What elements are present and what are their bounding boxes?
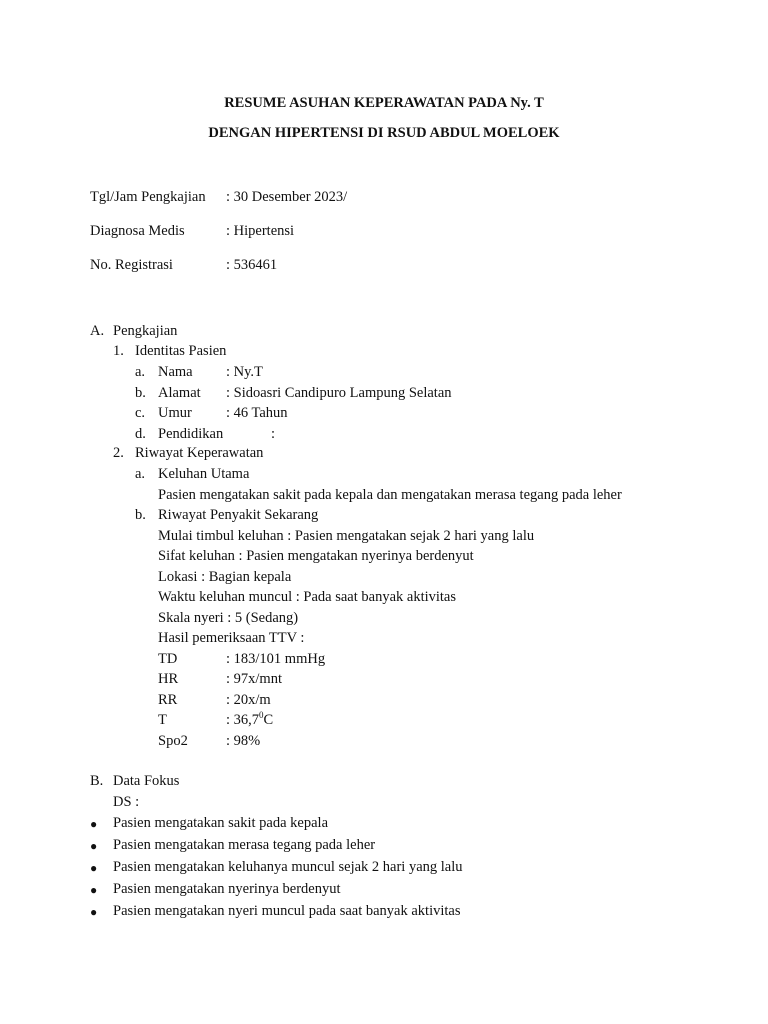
list-item: Pasien mengatakan keluhanya muncul sejak 2 hari yang lalu (113, 859, 463, 875)
vital-label-spo2: Spo2 (158, 733, 188, 749)
identity-label-alamat: Alamat (158, 385, 201, 401)
history-line: Skala nyeri : 5 (Sedang) (158, 610, 299, 626)
section-b-title: Data Fokus (113, 773, 180, 789)
history-line: Lokasi : Bagian kepala (158, 569, 292, 585)
header-value-date: : 30 Desember 2023/ (226, 189, 348, 205)
vital-value-td: : 183/101 mmHg (226, 651, 326, 667)
bullet-icon: ● (90, 817, 98, 831)
item-2-marker: 2. (113, 445, 124, 461)
identity-marker-c: c. (135, 405, 146, 421)
ds-label: DS : (113, 794, 140, 810)
bullet-icon: ● (90, 861, 98, 875)
sub-a-marker: a. (135, 466, 146, 482)
identity-value-alamat: : Sidoasri Candipuro Lampung Selatan (226, 385, 452, 401)
section-a-title: Pengkajian (113, 323, 178, 339)
vital-label-t: T (158, 712, 167, 728)
vital-value-t (226, 710, 274, 728)
section-b-marker: B. (90, 773, 104, 789)
history-line: Mulai timbul keluhan : Pasien mengatakan sejak 2 hari yang lalu (158, 528, 535, 544)
sub-b-title: Riwayat Penyakit Sekarang (158, 507, 319, 523)
sub-a-text: Pasien mengatakan sakit pada kepala dan mengatakan merasa tegang pada leher (158, 487, 622, 503)
vital-label-rr: RR (158, 692, 178, 708)
vital-value-spo2: : 98% (226, 733, 261, 749)
item-1-title: Identitas Pasien (135, 343, 227, 359)
header-value-registration: : 536461 (226, 257, 278, 273)
sub-b-marker: b. (135, 507, 146, 523)
document-title-line-2: DENGAN HIPERTENSI DI RSUD ABDUL MOELOEK (208, 125, 560, 141)
header-label-date: Tgl/Jam Pengkajian (90, 189, 206, 205)
list-item: Pasien mengatakan nyeri muncul pada saat banyak aktivitas (113, 903, 461, 919)
list-item: Pasien mengatakan nyerinya berdenyut (113, 881, 341, 897)
bullet-icon: ● (90, 839, 98, 853)
identity-marker-b: b. (135, 385, 146, 401)
history-line: Hasil pemeriksaan TTV : (158, 630, 305, 646)
identity-value-pendidikan: : (271, 426, 276, 442)
identity-value-umur: : 46 Tahun (226, 405, 288, 421)
document-title-line-1: RESUME ASUHAN KEPERAWATAN PADA Ny. T (224, 95, 544, 111)
identity-value-nama: : Ny.T (226, 364, 263, 380)
vital-label-td: TD (158, 651, 178, 667)
history-line: Waktu keluhan muncul : Pada saat banyak aktivitas (158, 589, 457, 605)
sub-a-title: Keluhan Utama (158, 466, 250, 482)
item-2-title: Riwayat Keperawatan (135, 445, 264, 461)
header-label-diagnosis: Diagnosa Medis (90, 223, 185, 239)
identity-label-nama: Nama (158, 364, 193, 380)
vital-label-hr: HR (158, 671, 179, 687)
history-line: Sifat keluhan : Pasien mengatakan nyerinya berdenyut (158, 548, 474, 564)
vital-value-t-number: : 36,7 (226, 712, 260, 728)
vital-value-t-unit: C (263, 712, 274, 728)
bullet-icon: ● (90, 883, 98, 897)
identity-marker-d: d. (135, 426, 146, 442)
header-label-registration: No. Registrasi (90, 257, 173, 273)
vital-value-rr: : 20x/m (226, 692, 271, 708)
section-a-marker: A. (90, 323, 105, 339)
vital-value-t-degree: 0 (259, 710, 264, 720)
vital-value-hr: : 97x/mnt (226, 671, 282, 687)
list-item: Pasien mengatakan merasa tegang pada leher (113, 837, 376, 853)
header-value-diagnosis: : Hipertensi (226, 223, 295, 239)
identity-label-pendidikan: Pendidikan (158, 426, 224, 442)
item-1-marker: 1. (113, 343, 124, 359)
bullet-icon: ● (90, 905, 98, 919)
list-item: Pasien mengatakan sakit pada kepala (113, 815, 329, 831)
identity-marker-a: a. (135, 364, 146, 380)
identity-label-umur: Umur (158, 405, 192, 421)
